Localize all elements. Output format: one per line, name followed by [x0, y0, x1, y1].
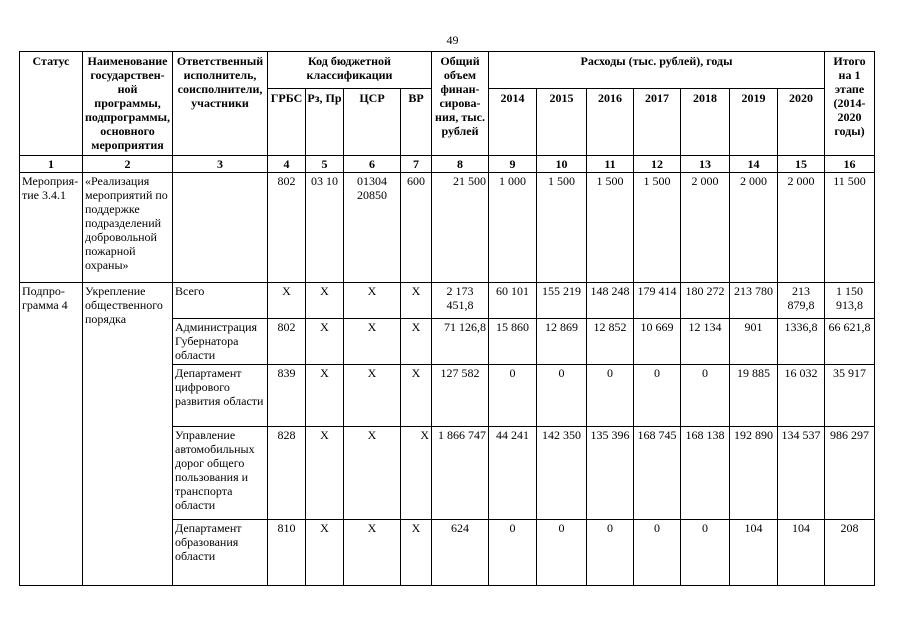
csr-cell: X: [344, 319, 401, 365]
year-cell: 0: [587, 365, 634, 427]
grbs-cell: 839: [268, 365, 306, 427]
header-total: Общий объем финан-сирова-ния, тыс. рублей: [432, 52, 489, 156]
year-cell: 0: [681, 520, 730, 586]
year-cell: 134 537: [778, 427, 825, 520]
column-number: 10: [537, 156, 587, 173]
rzpr-cell: 03 10: [306, 173, 344, 283]
year-cell: 0: [681, 365, 730, 427]
column-number: 6: [344, 156, 401, 173]
header-rzpr: Рз, Пр: [306, 89, 344, 156]
responsible-cell: Всего: [173, 283, 268, 319]
column-number: 14: [730, 156, 778, 173]
year-cell: 2 000: [730, 173, 778, 283]
year-cell: 12 869: [537, 319, 587, 365]
header-year: 2018: [681, 89, 730, 156]
year-cell: 0: [489, 365, 537, 427]
header-stage-total: Итого на 1 этапе (2014-2020 годы): [825, 52, 875, 156]
year-cell: 10 669: [634, 319, 681, 365]
year-cell: 15 860: [489, 319, 537, 365]
header-grbs: ГРБС: [268, 89, 306, 156]
stage-total-cell: 986 297: [825, 427, 875, 520]
header-vr: ВР: [401, 89, 432, 156]
total-cell: 71 126,8: [432, 319, 489, 365]
year-cell: 0: [634, 365, 681, 427]
year-cell: 44 241: [489, 427, 537, 520]
year-cell: 104: [778, 520, 825, 586]
header-year: 2015: [537, 89, 587, 156]
total-cell: 624: [432, 520, 489, 586]
vr-cell: X: [401, 283, 432, 319]
responsible-cell: Управление автомобильных дорог общего пользования и транспорта области: [173, 427, 268, 520]
year-cell: 142 350: [537, 427, 587, 520]
responsible-cell: Департамент цифрового развития области: [173, 365, 268, 427]
csr-cell: X: [344, 427, 401, 520]
responsible-cell: [173, 173, 268, 283]
year-cell: 213 879,8: [778, 283, 825, 319]
rzpr-cell: X: [306, 283, 344, 319]
column-number: 4: [268, 156, 306, 173]
total-cell: 1 866 747: [432, 427, 489, 520]
csr-cell: X: [344, 283, 401, 319]
column-number: 2: [83, 156, 173, 173]
year-cell: 16 032: [778, 365, 825, 427]
year-cell: 192 890: [730, 427, 778, 520]
header-name: Наименование государствен-ной программы, подпрограммы, основного мероприятия: [83, 52, 173, 156]
status-cell: Мероприя-тие 3.4.1: [20, 173, 83, 283]
column-number: 8: [432, 156, 489, 173]
vr-cell: X: [401, 319, 432, 365]
grbs-cell: 802: [268, 173, 306, 283]
rzpr-cell: X: [306, 319, 344, 365]
year-cell: 0: [537, 365, 587, 427]
rzpr-cell: X: [306, 427, 344, 520]
year-cell: 901: [730, 319, 778, 365]
year-cell: 168 138: [681, 427, 730, 520]
vr-cell: X: [401, 427, 432, 520]
header-expenses: Расходы (тыс. рублей), годы: [489, 52, 825, 89]
column-number: 5: [306, 156, 344, 173]
year-cell: 180 272: [681, 283, 730, 319]
responsible-cell: Администрация Губернатора области: [173, 319, 268, 365]
column-number: 9: [489, 156, 537, 173]
csr-cell: 01304 20850: [344, 173, 401, 283]
name-cell: «Реализация мероприятий по поддержке подразделений добровольной пожарной охраны»: [83, 173, 173, 283]
total-cell: 2 173 451,8: [432, 283, 489, 319]
year-cell: 148 248: [587, 283, 634, 319]
table-row: [20, 283, 875, 319]
year-cell: 135 396: [587, 427, 634, 520]
table-row: [20, 173, 875, 283]
rzpr-cell: X: [306, 365, 344, 427]
header-status: Статус: [20, 52, 83, 156]
page-number: 49: [446, 33, 459, 47]
rzpr-cell: X: [306, 520, 344, 586]
stage-total-cell: 208: [825, 520, 875, 586]
grbs-cell: 810: [268, 520, 306, 586]
year-cell: 12 134: [681, 319, 730, 365]
header-year: 2016: [587, 89, 634, 156]
column-number: 12: [634, 156, 681, 173]
year-cell: 12 852: [587, 319, 634, 365]
year-cell: 0: [537, 520, 587, 586]
header-year: 2017: [634, 89, 681, 156]
year-cell: 1 500: [537, 173, 587, 283]
responsible-cell: Департамент образования области: [173, 520, 268, 586]
header-year: 2019: [730, 89, 778, 156]
header-year: 2014: [489, 89, 537, 156]
year-cell: 155 219: [537, 283, 587, 319]
year-cell: 104: [730, 520, 778, 586]
year-cell: 1 500: [587, 173, 634, 283]
name-cell: Укрепление общественного порядка: [83, 283, 173, 586]
total-cell: 21 500: [432, 173, 489, 283]
header-responsible: Ответственный исполнитель, соисполнители, участники: [173, 52, 268, 156]
total-cell: 127 582: [432, 365, 489, 427]
year-cell: 168 745: [634, 427, 681, 520]
stage-total-cell: 11 500: [825, 173, 875, 283]
column-number: 3: [173, 156, 268, 173]
vr-cell: X: [401, 520, 432, 586]
column-number-row: [20, 156, 875, 173]
column-number: 1: [20, 156, 83, 173]
grbs-cell: X: [268, 283, 306, 319]
year-cell: 60 101: [489, 283, 537, 319]
column-number: 13: [681, 156, 730, 173]
column-number: 16: [825, 156, 875, 173]
column-number: 15: [778, 156, 825, 173]
year-cell: 0: [489, 520, 537, 586]
vr-cell: 600: [401, 173, 432, 283]
year-cell: 1 000: [489, 173, 537, 283]
grbs-cell: 828: [268, 427, 306, 520]
header-year: 2020: [778, 89, 825, 156]
year-cell: 179 414: [634, 283, 681, 319]
csr-cell: X: [344, 365, 401, 427]
csr-cell: X: [344, 520, 401, 586]
year-cell: 0: [634, 520, 681, 586]
stage-total-cell: 1 150 913,8: [825, 283, 875, 319]
vr-cell: X: [401, 365, 432, 427]
year-cell: 2 000: [778, 173, 825, 283]
budget-table: [19, 51, 875, 586]
status-cell: Подпро-грамма 4: [20, 283, 83, 586]
year-cell: 2 000: [681, 173, 730, 283]
year-cell: 213 780: [730, 283, 778, 319]
header-csr: ЦСР: [344, 89, 401, 156]
year-cell: 19 885: [730, 365, 778, 427]
year-cell: 1 500: [634, 173, 681, 283]
year-cell: 1336,8: [778, 319, 825, 365]
column-number: 7: [401, 156, 432, 173]
year-cell: 0: [587, 520, 634, 586]
stage-total-cell: 66 621,8: [825, 319, 875, 365]
grbs-cell: 802: [268, 319, 306, 365]
header-budget-code: Код бюджетной классификации: [268, 52, 432, 89]
column-number: 11: [587, 156, 634, 173]
stage-total-cell: 35 917: [825, 365, 875, 427]
